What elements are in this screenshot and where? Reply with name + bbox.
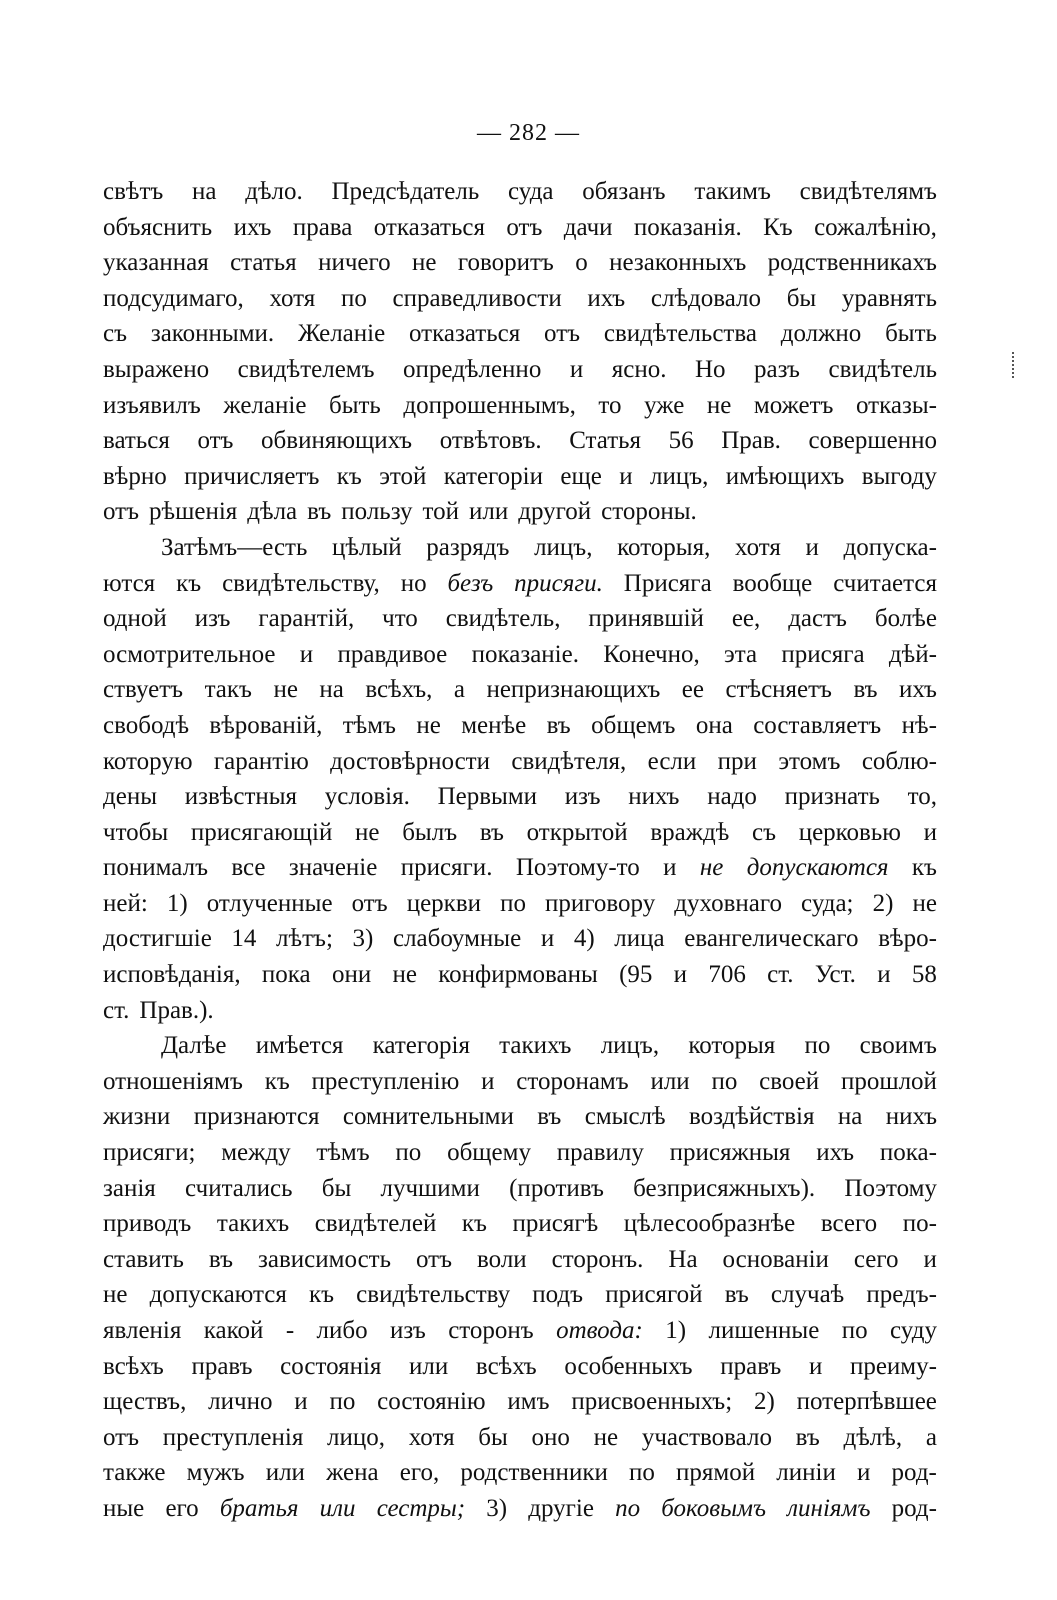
- text-line: также мужъ или жена его, родственники по прямой линіи и род-: [103, 1459, 937, 1487]
- page-number: — 282 —: [477, 120, 580, 146]
- text-line: которую гарантію достовѣрности свидѣтеля, если при этомъ соблю-: [103, 747, 937, 775]
- text-line: отъ рѣшенія дѣла въ пользу той или другой стороны.: [103, 498, 697, 526]
- text-line: исповѣданія, пока они не конфирмованы (95 и 706 ст. Уст. и 58: [103, 961, 937, 989]
- text-line: дены извѣстныя условія. Первыми изъ нихъ надо признать то,: [103, 783, 937, 811]
- text-line: жизни признаются сомнительными въ смыслѣ воздѣйствія на нихъ: [103, 1103, 937, 1131]
- text-line: ствуетъ такъ не на всѣхъ, а непризнающихъ ее стѣсняетъ въ ихъ: [103, 676, 937, 704]
- text-line: осмотрительное и правдивое показаніе. Конечно, эта присяга дѣй-: [103, 640, 937, 668]
- text-line: Далѣе имѣется категорія такихъ лицъ, которыя по своимъ: [161, 1032, 937, 1060]
- text-line: вѣрно причисляетъ къ этой категоріи еще и лицъ, имѣющихъ выгоду: [103, 462, 937, 490]
- text-line: понималъ все значеніе присяги. Поэтому-то и не допускаются къ: [103, 854, 937, 882]
- text-line: присяги; между тѣмъ по общему правилу присяжныя ихъ пока-: [103, 1139, 937, 1167]
- text-line: ставить въ зависимость отъ воли сторонъ. На основаніи сего и: [103, 1245, 937, 1273]
- text-line: съ законными. Желаніе отказаться отъ свидѣтельства должно быть: [103, 320, 937, 348]
- text-line: чтобы присягающій не былъ въ открытой враждѣ съ церковью и: [103, 818, 937, 846]
- text-line: свѣтъ на дѣло. Предсѣдатель суда обязанъ такимъ свидѣтелямъ: [103, 178, 937, 205]
- text-line: достигшіе 14 лѣтъ; 3) слабоумные и 4) лица евангелическаго вѣро-: [103, 925, 937, 953]
- text-line: изъявилъ желаніе быть допрошеннымъ, то уже не можетъ отказы-: [103, 391, 937, 419]
- text-line: выражено свидѣтелемъ опредѣленно и ясно. Но разъ свидѣтель: [103, 355, 937, 383]
- text-line: указанная статья ничего не говоритъ о незаконныхъ родственникахъ: [103, 249, 937, 277]
- text-line: ст. Прав.).: [103, 996, 214, 1024]
- text-line: свободѣ вѣрованій, тѣмъ не менѣе въ общемъ она составляетъ нѣ-: [103, 711, 937, 739]
- text-line: не допускаются къ свидѣтельству подъ присягой въ случаѣ предъ-: [103, 1281, 937, 1309]
- text-line: Затѣмъ—есть цѣлый разрядъ лицъ, которыя, хотя и допуска-: [161, 533, 937, 561]
- text-line: подсудимаго, хотя по справедливости ихъ слѣдовало бы уравнять: [103, 284, 937, 312]
- text-line: ются къ свидѣтельству, но безъ присяги. Присяга вообще считается: [103, 569, 937, 597]
- text-line: ней: 1) отлученные отъ церкви по приговору духовнаго суда; 2) не: [103, 889, 937, 917]
- text-line: приводъ такихъ свидѣтелей къ присягѣ цѣлесообразнѣе всего по-: [103, 1210, 937, 1238]
- text-line: явленія какой - либо изъ сторонъ отвода: 1) лишенные по суду: [103, 1317, 937, 1344]
- text-line: ваться отъ обвиняющихъ отвѣтовъ. Статья 56 Прав. совершенно: [103, 427, 937, 455]
- text-line: отношеніямъ къ преступленію и сторонамъ или по своей прошлой: [103, 1067, 937, 1095]
- text-line: одной изъ гарантій, что свидѣтель, принявшій ее, дастъ болѣе: [103, 605, 937, 633]
- text-line: объяснить ихъ права отказаться отъ дачи показанія. Къ сожалѣнію,: [103, 213, 937, 241]
- body-text: [103, 174, 937, 1527]
- text-line: ные его братья или сестры; 3) другіе по боковымъ линіямъ род-: [103, 1494, 937, 1522]
- text-line: отъ преступленія лицо, хотя бы оно не участвовало въ дѣлѣ, а: [103, 1423, 937, 1451]
- margin-mark: [1012, 352, 1016, 378]
- text-line: занія считались бы лучшими (противъ безприсяжныхъ). Поэтому: [103, 1174, 937, 1202]
- text-line: всѣхъ правъ состоянія или всѣхъ особенныхъ правъ и преиму-: [103, 1352, 937, 1380]
- text-line: ществъ, лично и по состоянію имъ присвоенныхъ; 2) потерпѣвшее: [103, 1388, 937, 1416]
